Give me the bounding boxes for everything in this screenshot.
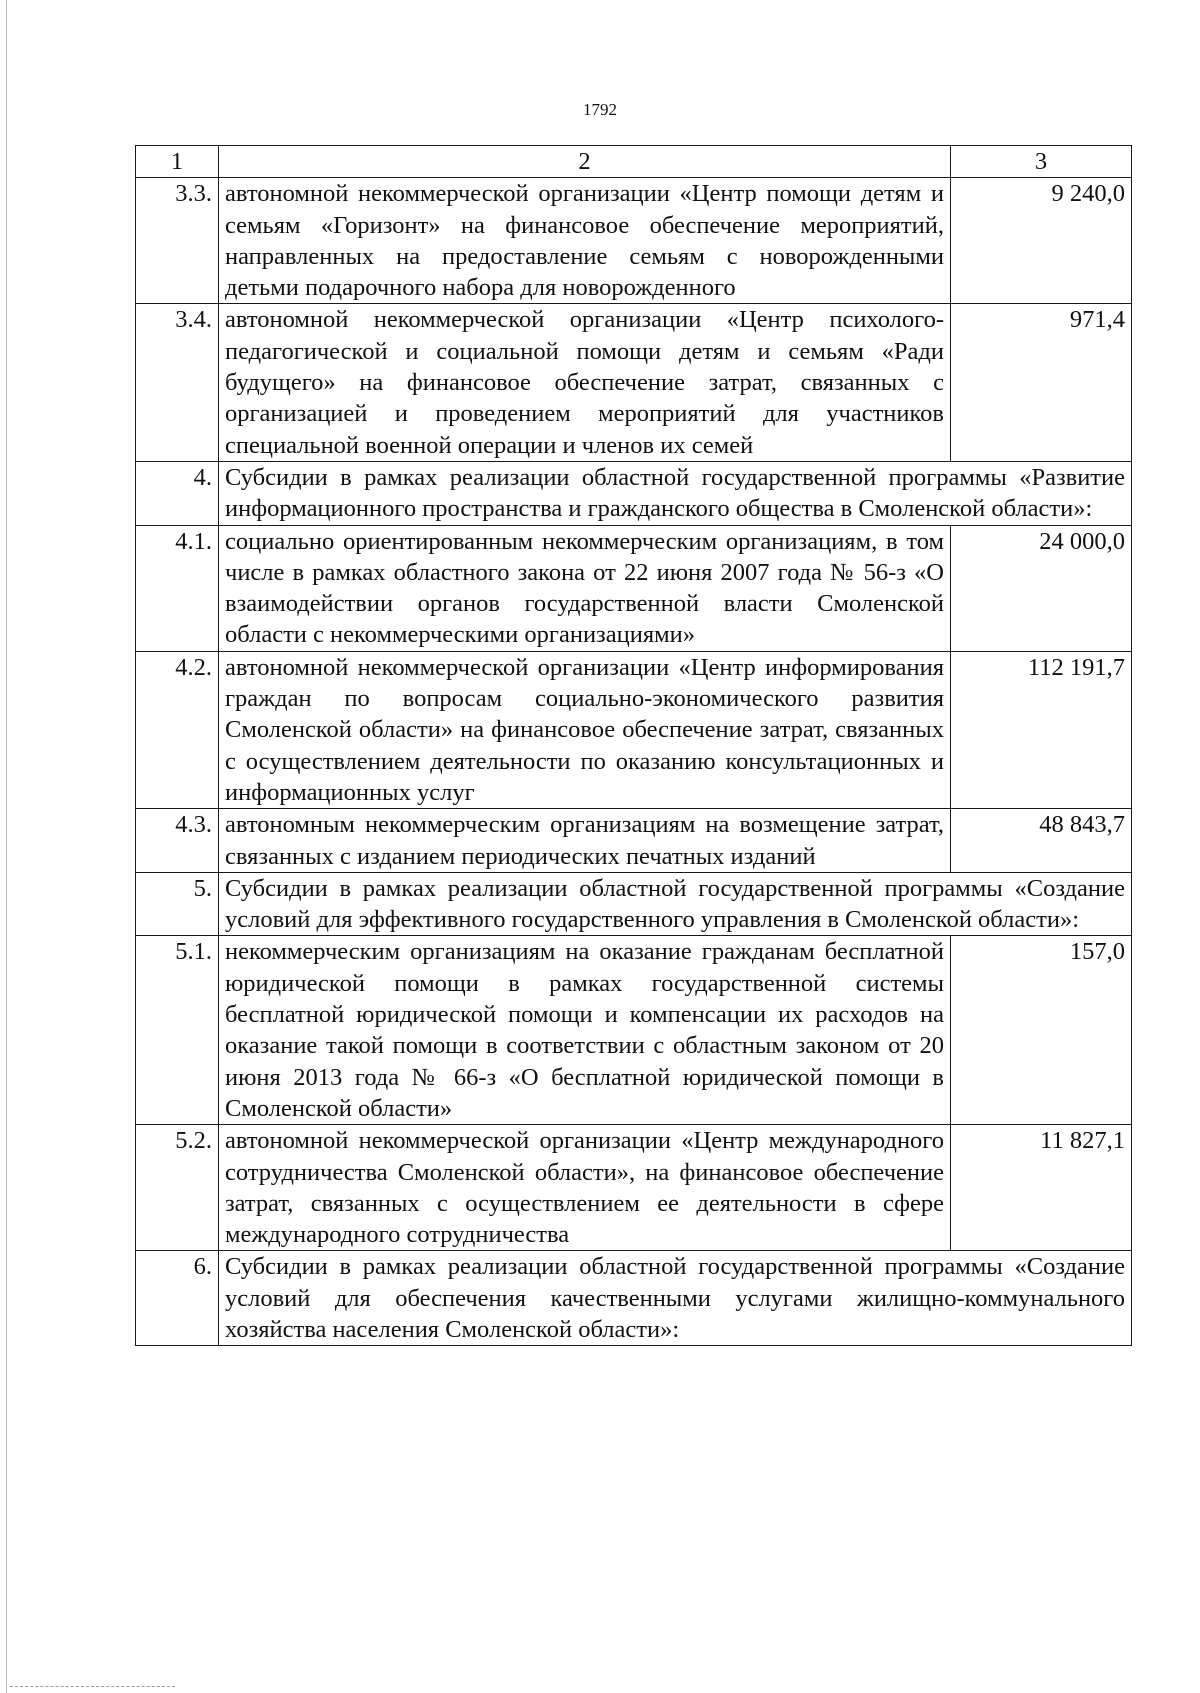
table-header-row [136,146,1132,178]
table-row [136,936,1132,1125]
table-row [136,872,1132,936]
scan-edge-line [6,0,7,1693]
row-amount: 24 000,0 [951,525,1132,651]
page-number: 1792 [583,100,617,119]
row-amount: 112 191,7 [951,651,1132,808]
table-row [136,1125,1132,1251]
table-row [136,651,1132,808]
row-number: 3.3. [136,178,219,304]
subsidy-table [135,145,1132,1346]
row-description: автономным некоммерческим организациям на возмещение затрат, связанных с изданием периодических печатных изданий [219,809,951,873]
row-number: 4.1. [136,525,219,651]
row-amount: 9 240,0 [951,178,1132,304]
row-number: 4. [136,461,219,525]
section-heading-text: Субсидии в рамках реализации областной государственной программы «Развитие информационного пространства и гражданского общества в Смоленской области»: [219,461,1132,525]
row-number: 4.3. [136,809,219,873]
row-amount: 11 827,1 [951,1125,1132,1251]
row-description: автономной некоммерческой организации «Центр психолого-педагогической и социальной помощи детям и семьям «Ради будущего» на финансовое обеспечение затрат, связанных с организацией и проведением мероприятий для участников специальной военной операции и членов их семей [219,304,951,461]
row-number: 5.2. [136,1125,219,1251]
header-col-amount: 3 [951,146,1132,178]
scan-bottom-dash [10,1686,175,1687]
row-description: автономной некоммерческой организации «Центр помощи детям и семьям «Горизонт» на финансовое обеспечение мероприятий, направленных на предоставление семьям с новорожденными детьми подарочного набора для новорожденного [219,178,951,304]
subsidy-table-body [136,146,1132,1346]
table-row [136,525,1132,651]
row-amount: 971,4 [951,304,1132,461]
row-number: 5.1. [136,936,219,1125]
row-number: 4.2. [136,651,219,808]
row-amount: 48 843,7 [951,809,1132,873]
row-description: социально ориентированным некоммерческим организациям, в том числе в рамках областного закона от 22 июня 2007 года № 56-з «О взаимодействии органов государственной власти Смоленской области с некоммерческими организациями» [219,525,951,651]
section-heading-text: Субсидии в рамках реализации областной государственной программы «Создание условий для эффективного государственного управления в Смоленской области»: [219,872,1132,936]
table-row [136,1251,1132,1346]
row-description: автономной некоммерческой организации «Центр международного сотрудничества Смоленской области», на финансовое обеспечение затрат, связанных с осуществлением ее деятельности в сфере международного сотрудничества [219,1125,951,1251]
section-heading-text: Субсидии в рамках реализации областной государственной программы «Создание условий для обеспечения качественными услугами жилищно-коммунального хозяйства населения Смоленской области»: [219,1251,1132,1346]
row-number: 3.4. [136,304,219,461]
table-row [136,178,1132,304]
table-row [136,809,1132,873]
table-row [136,304,1132,461]
row-amount: 157,0 [951,936,1132,1125]
table-row [136,461,1132,525]
row-description: автономной некоммерческой организации «Центр информирования граждан по вопросам социально-экономического развития Смоленской области» на финансовое обеспечение затрат, связанных с осуществлением деятельности по оказанию консультационных и информационных услуг [219,651,951,808]
row-number: 6. [136,1251,219,1346]
header-col-number: 1 [136,146,219,178]
row-description: некоммерческим организациям на оказание гражданам бесплатной юридической помощи в рамках государственной системы бесплатной юридической помощи и компенсации их расходов на оказание такой помощи в соответствии с областным законом от 20 июня 2013 года № 66-з «О бесплатной юридической помощи в Смоленской области» [219,936,951,1125]
row-number: 5. [136,872,219,936]
header-col-description: 2 [219,146,951,178]
